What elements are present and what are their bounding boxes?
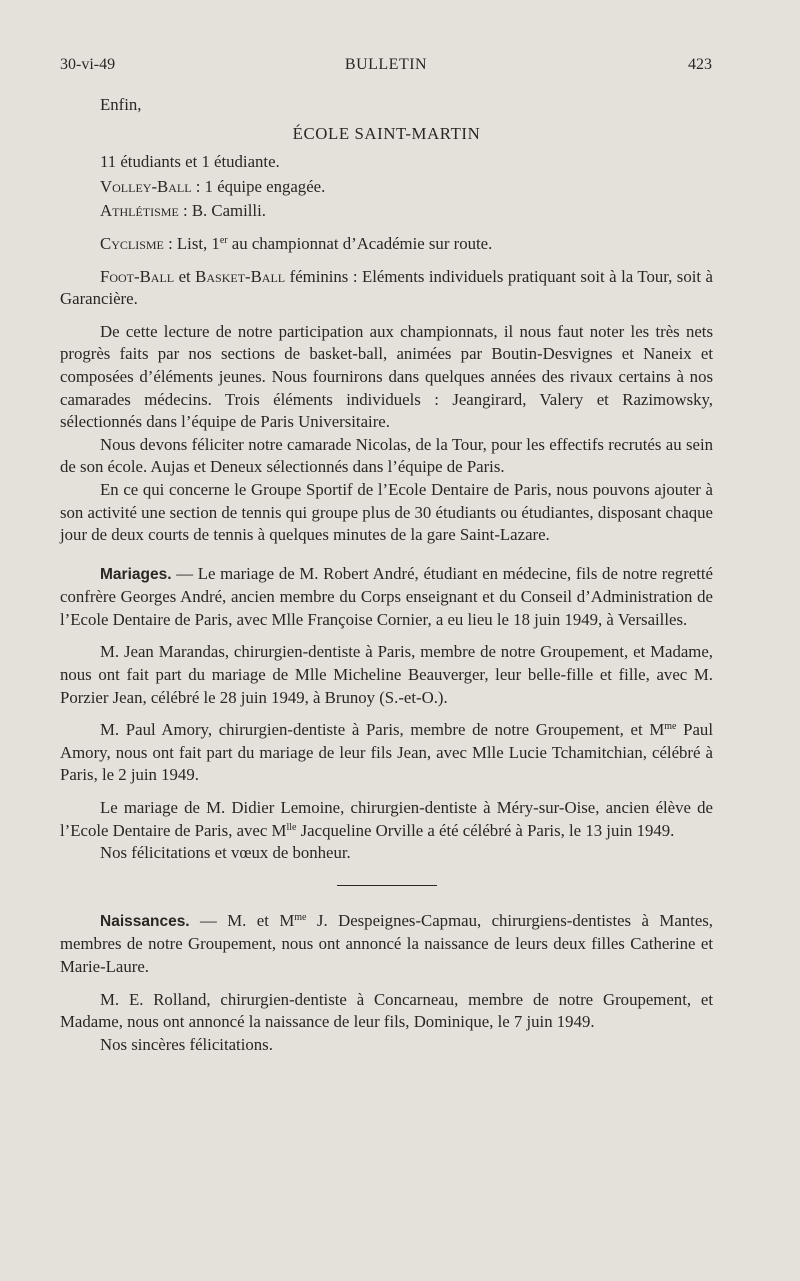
mariage-text: Paul Amory, nous ont fait part du mariage de leur fils Jean, avec Mlle Lucie Tchamitchian, célébré à Paris, le 2 juin 1949. [60, 720, 713, 785]
sport-text: : List, 1 [163, 233, 220, 253]
superscript: me [294, 911, 307, 923]
school-students: 11 étudiants et 1 étudiante. [100, 152, 280, 172]
superscript: er [219, 234, 228, 246]
paragraph-participation: De cette lecture de notre participation aux championnats, il nous faut noter les très nets progrès faits par nos sections de basket-ball, animées par Boutin-Desvignes et Naneix et composées d’éléments jeunes. Nous fournirons dans quelques années des rivaux certains à nos camarades médecins. Trois éléments individuels : Jeangirard, Valery et Razimowsky, sélectionnés dans l’équipe de Paris Universitaire. [60, 321, 713, 432]
naissance-rolland: M. E. Rolland, chirurgien-dentiste à Concarneau, membre de notre Groupement, et Madame, nous ont annoncé la naissance de leur fils, Dominique, le 7 juin 1949. [60, 989, 713, 1032]
naissance-despeignes [60, 910, 713, 979]
running-header [60, 56, 712, 80]
mariage-amory [60, 719, 713, 787]
mariage-text: — Le mariage de M. Robert André, étudiant en médecine, fils de notre regretté confrère Georges André, ancien membre du Corps enseignant et du Conseil d’Administration de l’Ecole Dentaire de Paris, avec Mlle Françoise Cornier, a eu lieu le 18 juin 1949, à Versailles. [60, 563, 713, 629]
section-title: ÉCOLE SAINT-MARTIN [292, 123, 481, 143]
mariage-text: Le mariage de M. Didier Lemoine, chirurgien-dentiste à Méry-sur-Oise, ancien élève de l’Ecole Dentaire de Paris, avec M [60, 798, 713, 840]
sport-label: Basket-Ball [195, 266, 286, 286]
naissance-felicitations: Nos sincères félicitations. [100, 1034, 273, 1054]
intro-line: Enfin, [100, 95, 142, 114]
mariage-andre [60, 563, 713, 632]
sport-text: et [174, 266, 196, 286]
section-divider [337, 885, 437, 886]
naissance-text: J. Despeignes-Capmau, chirurgiens-dentistes à Mantes, membres de notre Groupement, nous ont annoncé la naissance de leurs deux filles Catherine et Marie-Laure. [60, 910, 713, 976]
sport-label: Volley-Ball [100, 176, 192, 196]
school-volley [60, 176, 713, 199]
mariage-text: M. Paul Amory, chirurgien-dentiste à Paris, membre de notre Groupement, et M [100, 720, 665, 740]
superscript: me [664, 721, 677, 733]
sport-label: Foot-Ball [100, 266, 175, 286]
sport-label: Cyclisme [100, 233, 164, 253]
paragraph-tennis: En ce qui concerne le Groupe Sportif de l’Ecole Dentaire de Paris, nous pouvons ajouter à son activité une section de tennis qui groupe plus de 30 étudiants ou étudiantes, disposant chaque jour de deux courts de tennis à quelques minutes de la gare Saint-Lazare. [60, 479, 713, 545]
sport-text: au championnat d’Académie sur route. [227, 233, 493, 253]
naissance-text: — M. et M [189, 910, 295, 930]
mariage-felicitations: Nos félicitations et vœux de bonheur. [100, 843, 351, 863]
sport-text: féminins : Eléments individuels pratiquant soit à la Tour, soit à Garancière. [60, 266, 713, 309]
mariage-lemoine [60, 797, 713, 842]
superscript: lle [286, 821, 297, 833]
mariages-heading: Mariages. [100, 565, 172, 583]
header-title: BULLETIN [344, 56, 428, 73]
sport-text: : B. Camilli. [178, 201, 266, 221]
sport-label: Athlétisme [100, 201, 179, 221]
sport-text: : 1 équipe engagée. [191, 176, 326, 196]
article-body [60, 94, 713, 1056]
school-athletisme [60, 200, 713, 223]
mariage-text: Jacqueline Orville a été célébré à Paris, le 13 juin 1949. [296, 820, 675, 840]
page-number: 423 [688, 56, 712, 73]
naissances-heading: Naissances. [100, 912, 190, 930]
mariage-marandas: M. Jean Marandas, chirurgien-dentiste à Paris, membre de notre Groupement, et Madame, nous ont fait part du mariage de Mlle Micheline Beauverger, leur belle-fille et fille, avec M. Porzier Jean, célébré le 28 juin 1949, à Brunoy (S.-et-O.). [60, 642, 713, 707]
header-date: 30-vi-49 [60, 56, 116, 73]
school-football [60, 266, 713, 311]
paragraph-nicolas: Nous devons féliciter notre camarade Nicolas, de la Tour, pour les effectifs recrutés au sein de son école. Aujas et Deneux sélectionnés dans l’équipe de Paris. [60, 434, 713, 477]
school-cyclisme [60, 233, 713, 256]
